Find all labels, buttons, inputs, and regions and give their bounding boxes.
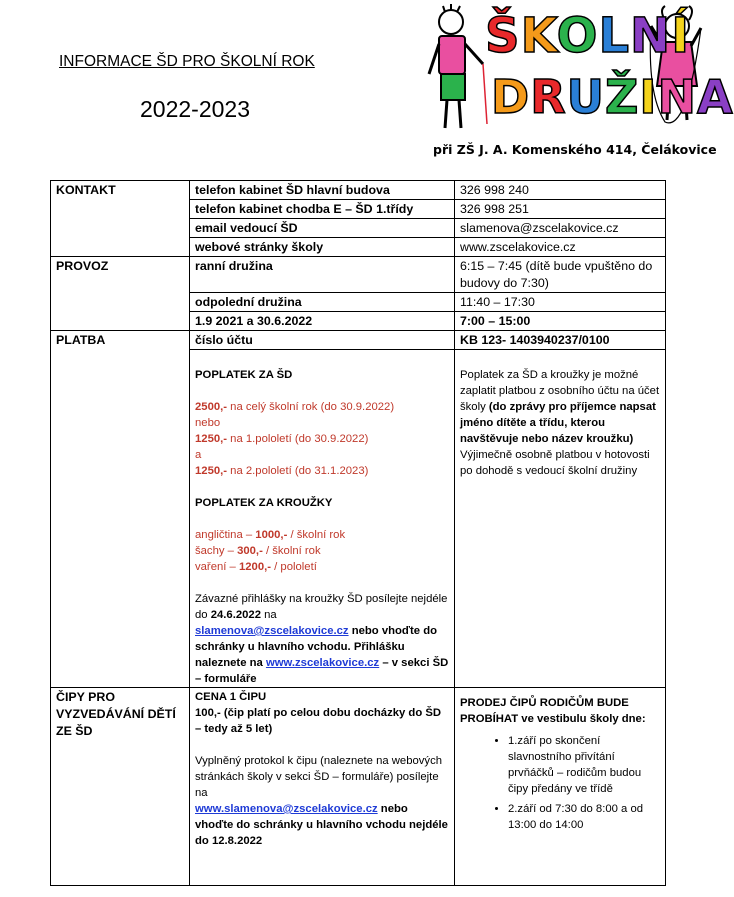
- provoz-value: 6:15 – 7:45 (dítě bude vpuštěno do budovy do 7:30): [455, 257, 666, 293]
- chip-email-link[interactable]: www.slamenova@zscelakovice.cz: [195, 803, 378, 815]
- chip-price-title: CENA 1 ČIPU: [195, 691, 267, 703]
- provoz-key: ranní družina: [190, 257, 455, 293]
- provoz-key: odpolední družina: [190, 293, 455, 312]
- fee-line-1: 2500,- na celý školní rok (do 30.9.2022): [195, 401, 395, 413]
- payment-note: [455, 350, 666, 688]
- cipy-label: ČIPY PRO VYZVEDÁVÁNÍ DĚTÍ ZE ŠD: [51, 688, 190, 886]
- kontakt-label: KONTAKT: [51, 181, 190, 257]
- club-line-2: šachy – 300,- / školní rok: [195, 545, 321, 557]
- school-web-link[interactable]: www.zscelakovice.cz: [265, 657, 380, 669]
- chip-details: [190, 688, 455, 886]
- club-line-1: angličtina – 1000,- / školní rok: [195, 529, 346, 541]
- kontakt-key: webové stránky školy: [190, 238, 455, 257]
- account-key: číslo účtu: [190, 331, 455, 350]
- chip-protocol-text: Vyplněný protokol k čipu (naleznete na webových stránkách školy v sekci ŠD – formuláře) posílejte na www.slamenova@zscelakovice.cz nebo vhoďte do schránky u hlavního vchodu nejdéle do 12.8.2022: [195, 755, 448, 847]
- payment-note-text: Poplatek za ŠD a kroužky je možné zaplatit platbou z osobního účtu na účet školy (do zprávy pro příjemce napsat jméno dítěte a třídu, kterou navštěvuje nebo název kroužku): [460, 369, 660, 445]
- provoz-value: 7:00 – 15:00: [455, 312, 666, 331]
- table-row: [51, 331, 666, 350]
- clubs-title: POPLATEK ZA KROUŽKY: [195, 497, 333, 509]
- kontakt-value: www.zscelakovice.cz: [455, 238, 666, 257]
- kontakt-value: 326 998 240: [455, 181, 666, 200]
- fee-or: nebo: [195, 417, 221, 429]
- kontakt-key: telefon kabinet chodba E – ŠD 1.třídy: [190, 200, 455, 219]
- fee-title: POPLATEK ZA ŠD: [195, 369, 293, 381]
- logo-subtitle: při ZŠ J. A. Komenského 414, Čelákovice: [433, 142, 717, 157]
- kontakt-value: slamenova@zscelakovice.cz: [455, 219, 666, 238]
- kontakt-key: telefon kabinet ŠD hlavní budova: [190, 181, 455, 200]
- provoz-value: 11:40 – 17:30: [455, 293, 666, 312]
- table-row: [51, 181, 666, 200]
- fee-line-3: 1250,- na 2.pololetí (do 31.1.2023): [195, 465, 369, 477]
- platba-label: PLATBA: [51, 331, 190, 688]
- platba-details: [190, 350, 455, 688]
- chip-sale: [455, 688, 666, 886]
- list-item: • 1.září po skončení slavnostního přivítání prvňáčků – rodičům budou čipy předány ve třídě: [508, 733, 660, 797]
- school-year: 2022-2023: [140, 96, 250, 122]
- school-club-logo: [425, 4, 734, 170]
- page-heading: INFORMACE ŠD PRO ŠKOLNÍ ROK: [59, 53, 315, 70]
- provoz-label: PROVOZ: [51, 257, 190, 331]
- info-table: [50, 180, 666, 886]
- chip-sale-list: [460, 733, 660, 833]
- logo-line-2: DRUŽINA: [491, 70, 734, 124]
- provoz-key: 1.9 2021 a 30.6.2022: [190, 312, 455, 331]
- chip-sale-title: PRODEJ ČIPŮ RODIČŮM BUDE PROBÍHAT ve vestibulu školy dne:: [460, 697, 646, 725]
- kontakt-key: email vedoucí ŠD: [190, 219, 455, 238]
- table-row: [51, 257, 666, 293]
- chip-price-text: 100,- (čip platí po celou dobu docházky do ŠD – tedy až 5 let): [195, 707, 442, 735]
- list-item: • 2.září od 7:30 do 8:00 a od 13:00 do 14:00: [508, 801, 660, 833]
- kontakt-value: 326 998 251: [455, 200, 666, 219]
- fee-and: a: [195, 449, 202, 461]
- logo-line-1: ŠKOLNÍ: [485, 8, 691, 64]
- club-line-3: vaření – 1200,- / pololetí: [195, 561, 317, 573]
- payment-note-cash: Výjimečně osobně platbou v hotovosti po dohodě s vedoucí školní družiny: [460, 449, 650, 477]
- signup-email-link[interactable]: slamenova@zscelakovice.cz: [195, 625, 349, 637]
- fee-line-2: 1250,- na 1.pololetí (do 30.9.2022): [195, 433, 369, 445]
- table-row: [51, 688, 666, 886]
- account-value: KB 123- 1403940237/0100: [455, 331, 666, 350]
- signup-text: Závazné přihlášky na kroužky ŠD posílejte nejdéle do 24.6.2022 na slamenova@zscelakovice.cz nebo vhoďte do schránky u hlavního vchodu. Přihlášku naleznete na www.zscelakovice.cz – v sekci ŠD – formuláře: [195, 593, 449, 685]
